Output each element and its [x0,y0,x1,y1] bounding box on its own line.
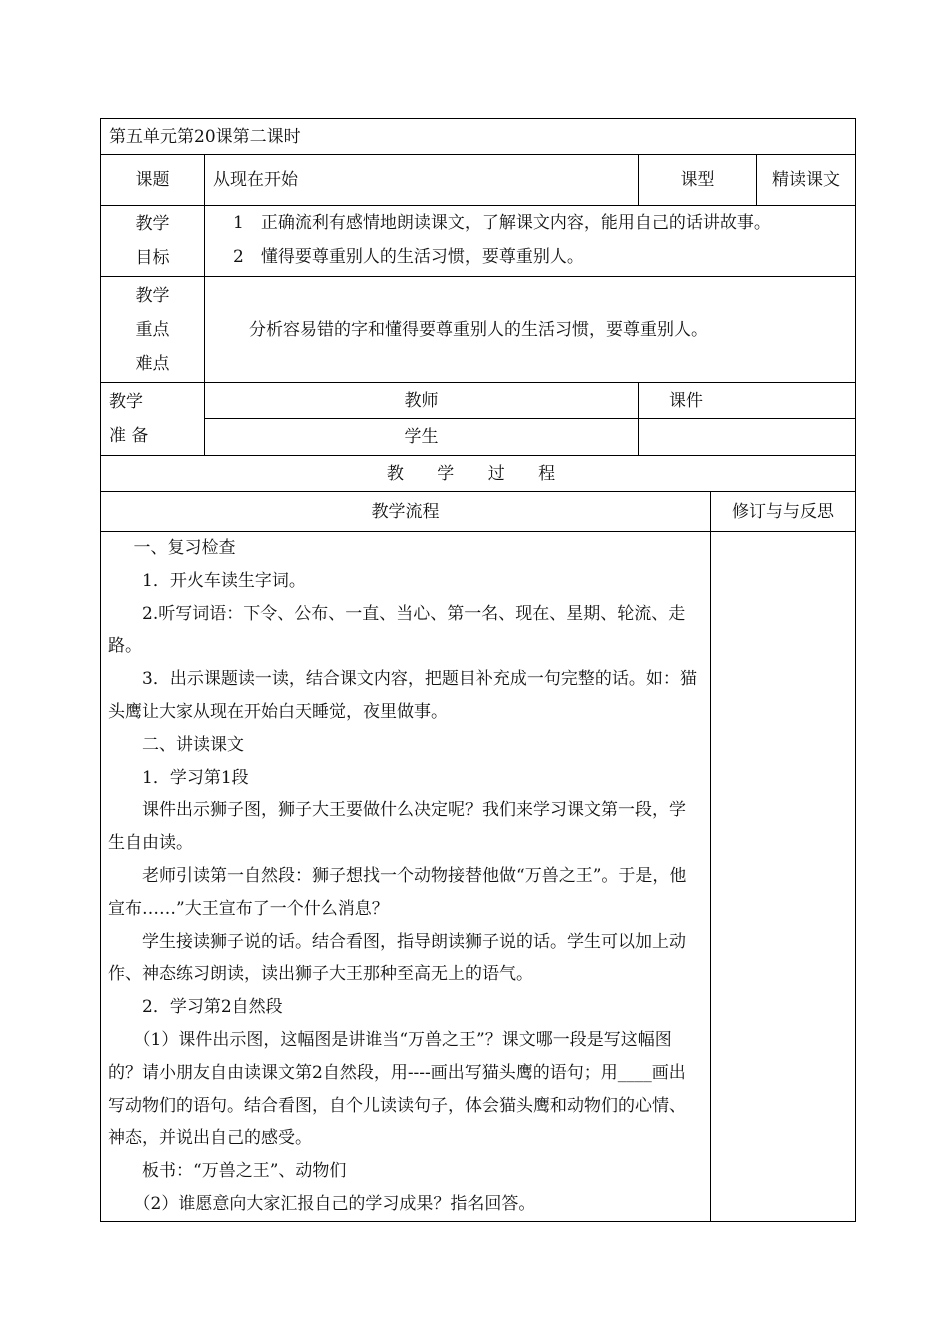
flow-header: 教学流程 [101,492,711,532]
objectives-label-line: 目标 [135,248,170,268]
objective-item: 1 正确流利有感情地朗读课文，了解课文内容，能用自己的话讲故事。 [233,213,771,233]
lesson-type-value: 精读课文 [757,155,856,206]
process-title-row [101,456,856,492]
flow-paragraph: 一、复习检查 [133,538,236,558]
flow-paragraph: 老师引读第一自然段：狮子想找一个动物接替他做“万兽之王”。于是，他宣布……”大王宣布了一个什么消息？ [108,865,687,919]
key-points-label [101,277,205,383]
courseware-label: 课件 [639,383,856,419]
preparation-row-student [101,419,856,456]
teacher-label: 教师 [205,383,639,419]
process-title: 教 学 过 程 [101,456,856,492]
flow-paragraph: 1．学习第1段 [142,767,249,788]
student-label: 学生 [205,419,639,456]
flow-paragraph: 2．学习第2自然段 [142,997,283,1018]
flow-paragraph: 课件出示狮子图，狮子大王要做什么决定呢？我们来学习课文第一段，学生自由读。 [108,800,686,854]
key-points-label-line: 难点 [135,353,170,374]
flow-paragraph: （2）谁愿意向大家汇报自己的学习成果？指名回答。 [133,1193,536,1214]
flow-paragraph: （1）课件出示图，这幅图是讲谁当“万兽之王”？课文哪一段是写这幅图的？请小朋友自由读课文第2自然段，用----画出写猫头鹰的语句；用____画出写动物们的语句。结合看图，自个儿读读句子，体会猫头鹰和动物们的心情、神态，并说出自己的感受。 [108,1029,686,1149]
objective-item: 2 懂得要尊重别人的生活习惯，要尊重别人。 [233,247,584,267]
process-header-row [101,492,856,532]
flow-paragraph: 3．出示课题读一读，结合课文内容，把题目补充成一句完整的话。如：猫头鹰让大家从现在开始白天睡觉，夜里做事。 [108,669,697,722]
key-points-label-line: 教学 [135,285,170,306]
flow-paragraph: 2.听写词语：下令、公布、一直、当心、第一名、现在、星期、轮流、走路。 [108,603,686,657]
objectives-label-line: 教学 [135,214,170,234]
key-points-row [101,277,856,383]
lesson-type-label: 课型 [639,155,757,206]
revision-notes-cell [711,532,856,1222]
student-prep-cell [639,419,856,456]
process-content-row [101,532,856,1222]
preparation-label-line: 准 备 [109,426,149,446]
preparation-label [101,383,205,456]
revise-header: 修订与与反思 [711,492,856,532]
topic-value: 从现在开始 [205,155,639,206]
topic-row [101,155,856,206]
flow-paragraph: 二、讲读课文 [142,734,244,755]
objectives-row [101,206,856,277]
lesson-plan-table [100,118,856,1222]
preparation-row-teacher [101,383,856,419]
flow-paragraph: 板书：“万兽之王”、动物们 [142,1161,347,1182]
objectives-content [205,206,856,277]
topic-label: 课题 [101,155,205,206]
objectives-label [101,206,205,277]
teaching-flow [101,532,711,1222]
lesson-plan [100,118,855,1222]
key-points-label-line: 重点 [135,319,170,340]
flow-paragraph: 学生接读狮子说的话。结合看图，指导朗读狮子说的话。学生可以加上动作、神态练习朗读，读出狮子大王那种至高无上的语气。 [108,931,686,985]
header-row [101,119,856,155]
key-points-text: 分析容易错的字和懂得要尊重别人的生活习惯，要尊重别人。 [205,277,856,383]
preparation-label-line: 教学 [109,392,143,412]
lesson-title: 第五单元第20课第二课时 [101,119,856,155]
flow-paragraph: 1．开火车读生字词。 [142,570,306,591]
